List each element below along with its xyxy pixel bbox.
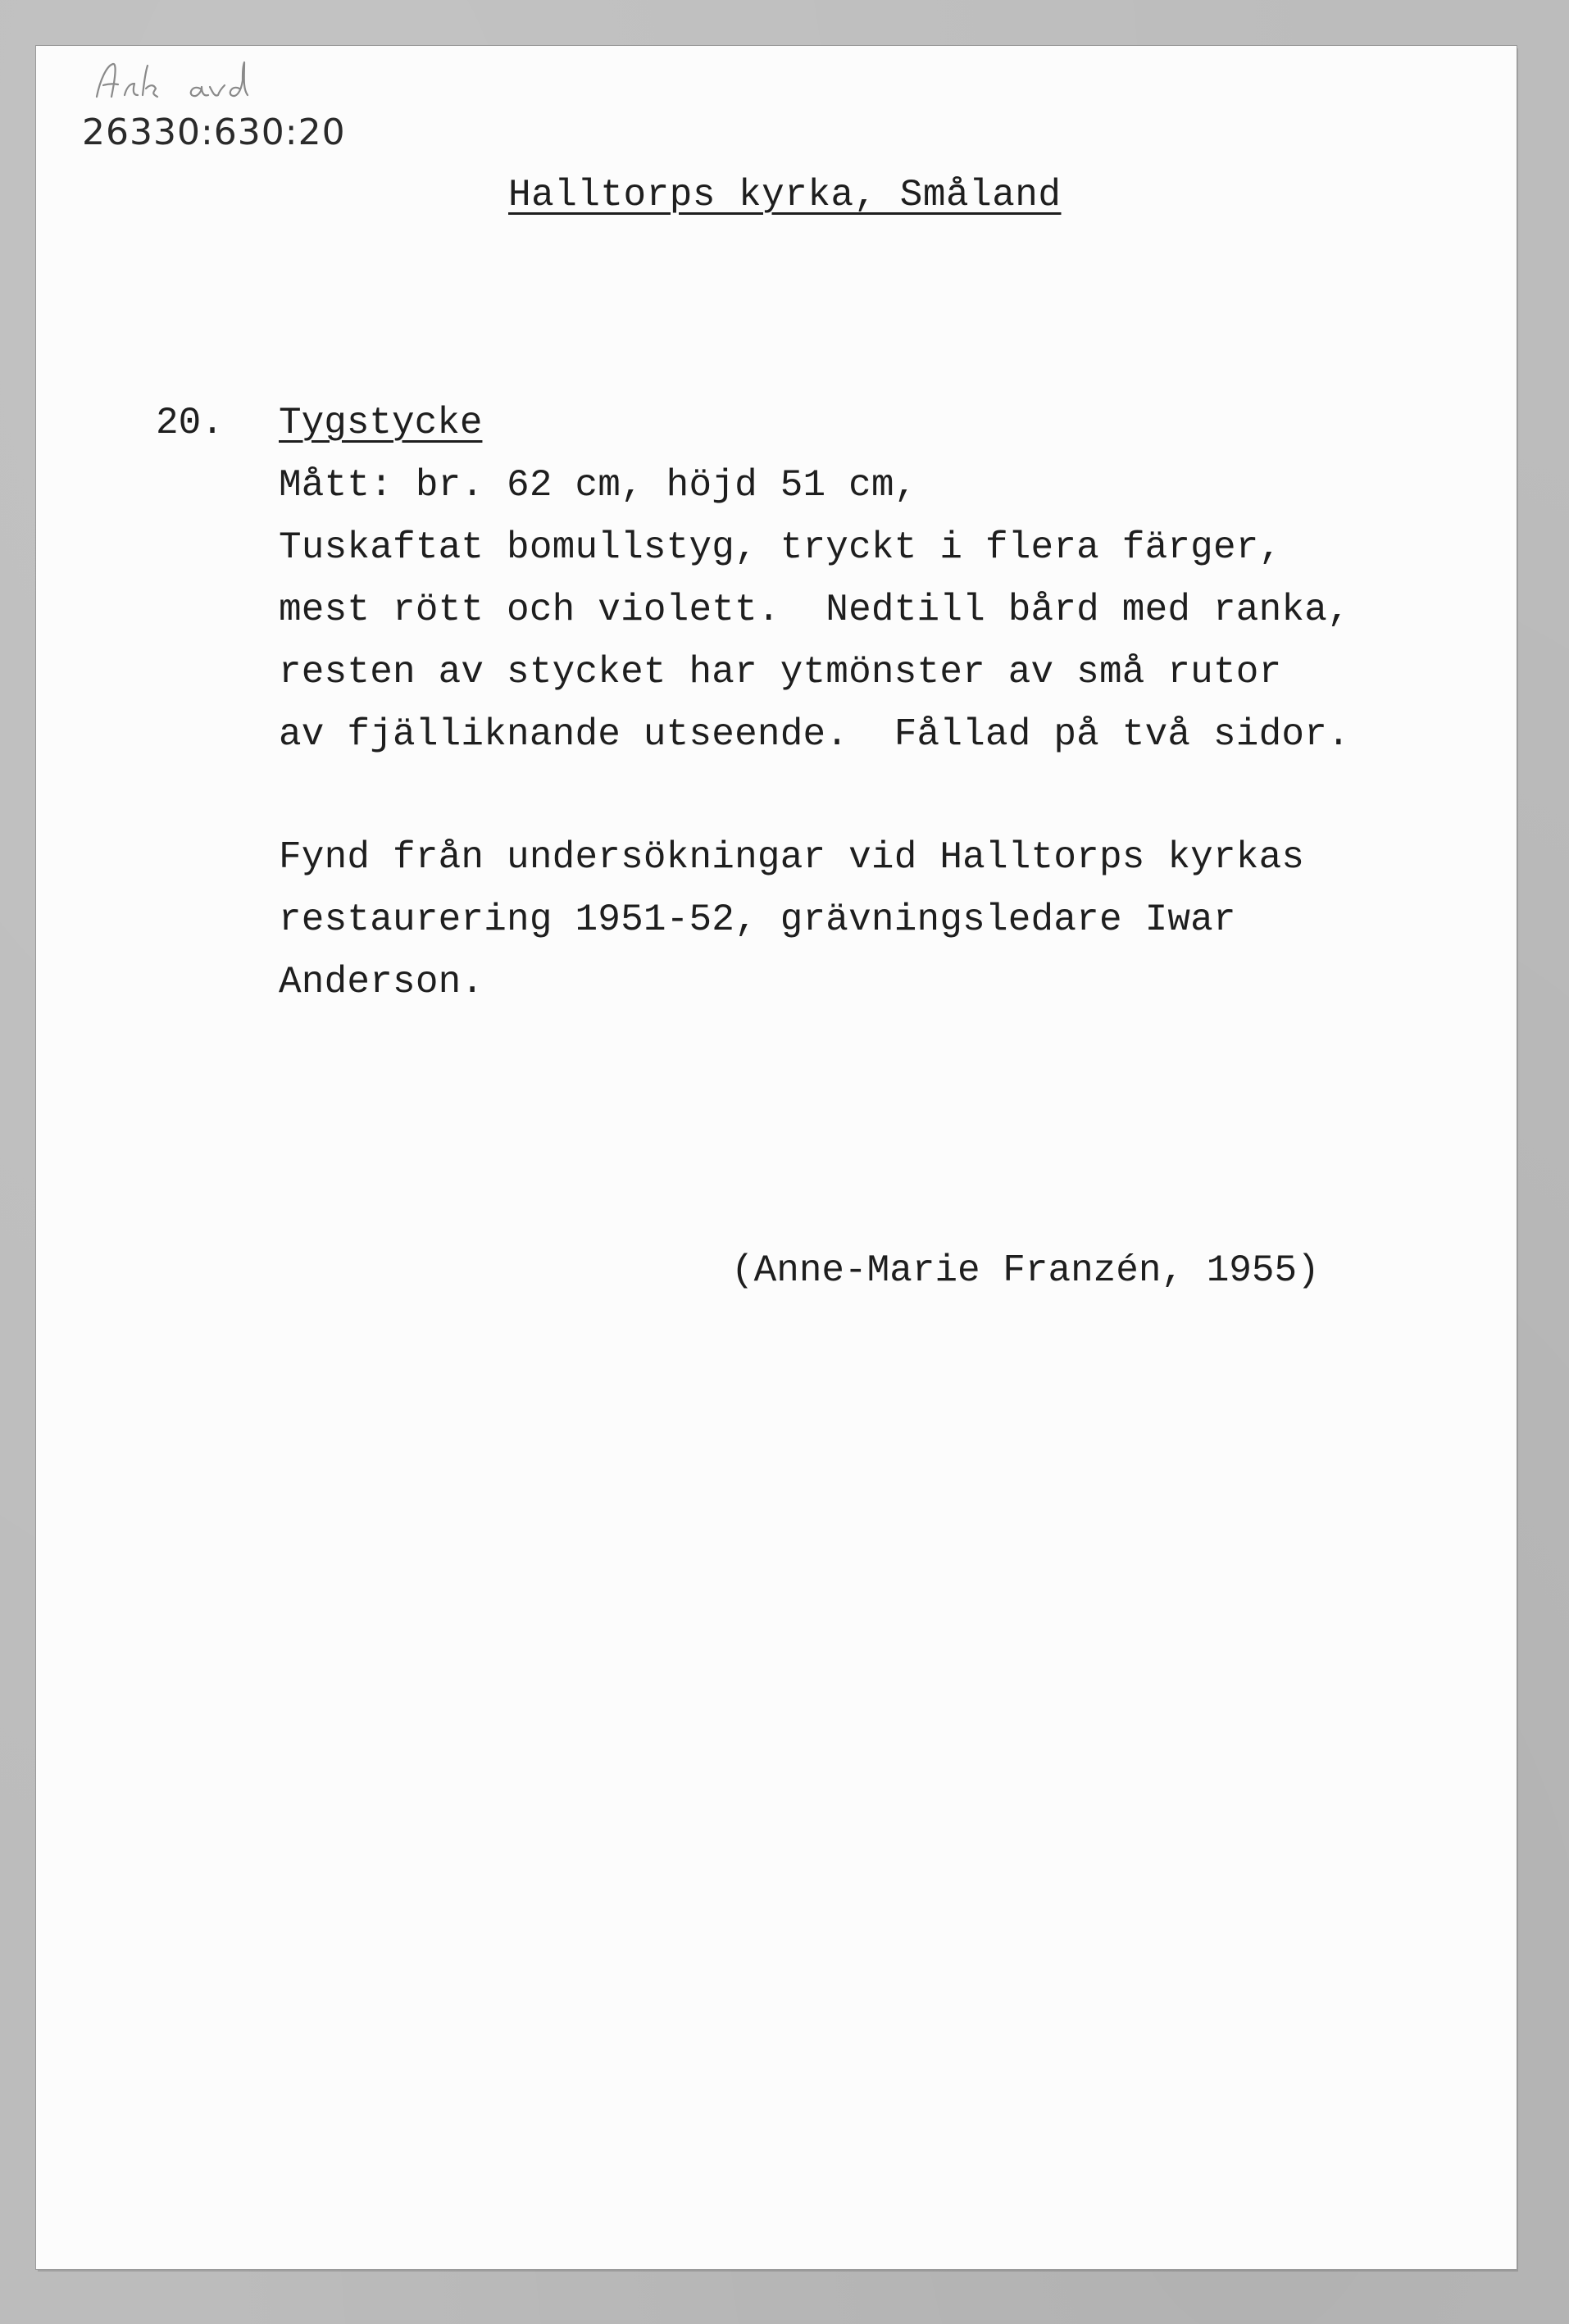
description-line: resten av stycket har ytmönster av små rutor xyxy=(279,651,1282,694)
author-signature: (Anne-Marie Franzén, 1955) xyxy=(731,1249,1320,1292)
description-line: Tuskaftat bomullstyg, tryckt i flera färger, xyxy=(279,526,1282,569)
catalog-number: 26330:630:20 xyxy=(82,111,346,153)
find-line: restaurering 1951-52, grävningsledare Iwar xyxy=(279,898,1236,941)
find-line: Fynd från undersökningar vid Halltorps kyrkas xyxy=(279,836,1305,879)
description-line: mest rött och violett. Nedtill bård med ranka, xyxy=(279,589,1350,631)
description-line: av fjälliknande utseende. Fållad på två sidor. xyxy=(279,713,1350,756)
description-line: Mått: br. 62 cm, höjd 51 cm, xyxy=(279,464,917,507)
item-number: 20. xyxy=(156,402,224,444)
document-title: Halltorps kyrka, Småland xyxy=(508,174,1062,216)
item-title: Tygstycke xyxy=(279,402,483,444)
handwritten-note xyxy=(89,56,302,107)
find-line: Anderson. xyxy=(279,961,484,1003)
catalog-card xyxy=(36,46,1517,2269)
